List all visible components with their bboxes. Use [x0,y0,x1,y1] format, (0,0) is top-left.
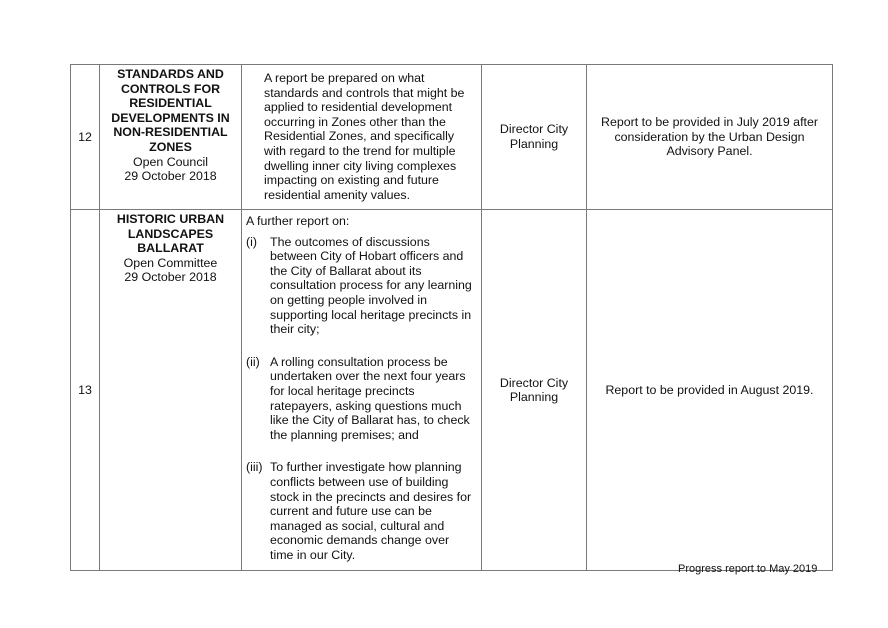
description-cell [242,210,482,571]
row-number: 13 [71,210,100,571]
list-item-text: A rolling consultation process be undertaken over the next four years for local heritage precincts ratepayers, asking questions much like the City of Ballarat has, to check the planning premises; and [270,354,470,442]
list-item-text: To further investigate how planning conflicts between use of building stock in the precincts and desires for current and future use can be managed as social, cultural and economic demands change over time in our City. [270,460,472,562]
meeting-date: 29 October 2018 [124,270,217,285]
description-cell [242,65,482,210]
responsibility: Director City Planning [482,210,587,571]
description-intro: A further report on: [246,214,350,228]
list-item [246,460,473,562]
list-marker: (iii) [246,460,263,475]
list-item-text: The outcomes of discussions between City of Hobart officers and the City of Ballarat about its consultation process for any learning on getting people involved in supporting local heritage precincts in their city; [270,234,472,337]
title-line: RESIDENTIAL [129,96,212,111]
title-line: ZONES [149,139,192,154]
title-line: HISTORIC URBAN [116,212,225,226]
meeting-forum: Open Council [132,154,209,169]
responsibility: Director City Planning [482,65,587,210]
description-list [242,210,481,570]
resolutions-table [70,64,833,571]
table-row [71,210,833,571]
item-title-cell [100,65,242,210]
table-row [71,65,833,210]
list-item [246,235,473,337]
list-item [246,355,473,443]
page-footer: Progress report to May 2019 [678,563,818,575]
title-line: BALLARAT [137,241,204,256]
title-line: DEVELOPMENTS IN [111,110,230,125]
status [587,65,833,210]
status-text: Report to be provided in July 2019 after consideration by the Urban Design Advisory Panel. [601,115,818,159]
title-line: CONTROLS FOR [120,81,221,96]
row-number: 12 [71,65,100,210]
list-marker: (i) [246,234,258,249]
status [587,210,833,571]
status-text: Report to be provided in August 2019. [605,382,814,397]
item-title-cell [100,210,242,571]
meeting-forum: Open Committee [123,255,218,270]
title-line: STANDARDS AND [117,67,224,81]
title-line: NON-RESIDENTIAL [113,125,228,140]
meeting-date: 29 October 2018 [124,169,217,184]
title-line: LANDSCAPES [127,226,214,241]
list-marker: (ii) [246,354,260,369]
description-text: A report be prepared on what standards and controls that might be applied to residential development occurring in Zones other than the Residential Zones, and specifically with regard to the trend for multiple dwelling inner city living complexes impacting on existing and future residential amenity values. [264,71,465,202]
